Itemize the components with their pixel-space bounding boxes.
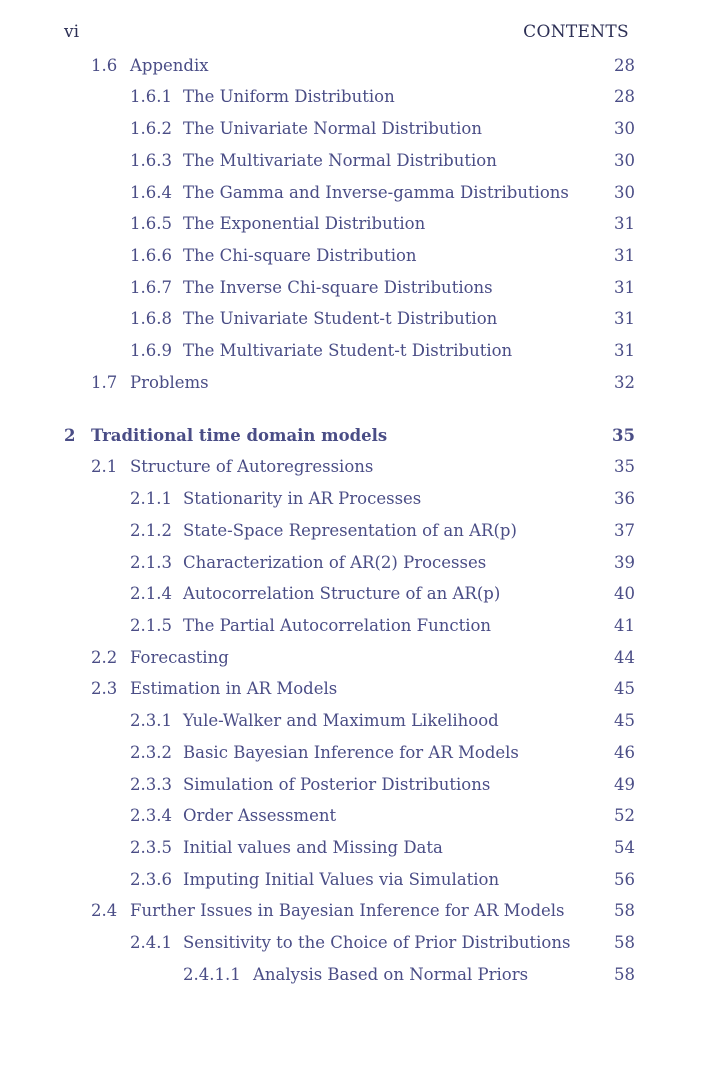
toc-entry-number: 1.6.8 [130,309,172,328]
toc-entry-page: 52 [614,806,635,825]
toc-entry-subsection[interactable] [0,551,701,575]
toc-entry-number: 1.6.4 [130,183,172,202]
toc-entry-title: Autocorrelation Structure of an AR(p) [183,584,501,603]
toc-entry-page: 30 [614,151,635,170]
toc-entry-page: 37 [614,521,635,540]
toc-entry-number: 1.7 [91,373,118,392]
toc-entry-title: Order Assessment [183,806,337,825]
toc-entry-page: 31 [614,278,635,297]
toc-entry-title: State-Space Representation of an AR(p) [183,521,517,540]
toc-entry-title: The Gamma and Inverse-gamma Distributions [183,183,569,202]
toc-entry-title: Basic Bayesian Inference for AR Models [183,743,519,762]
toc-entry-number: 2.4.1.1 [183,965,241,984]
toc-entry-title: The Univariate Student-t Distribution [183,309,498,328]
toc-entry-number: 1.6.3 [130,151,172,170]
toc-entry-subsection[interactable] [0,614,701,638]
toc-entry-number: 1.6.2 [130,119,172,138]
toc-entry-number: 1.6.7 [130,278,172,297]
toc-entry-number: 2.1.4 [130,584,172,603]
toc-entry-number: 2.1.3 [130,553,172,572]
toc-entry-page: 45 [614,679,635,698]
toc-entry-page: 46 [614,743,635,762]
toc-entry-title: Problems [130,373,209,392]
toc-entry-title: Forecasting [130,648,229,667]
toc-entry-subsection[interactable] [0,931,701,955]
toc-entry-number: 2.4.1 [130,933,172,952]
toc-entry-title: Estimation in AR Models [130,679,338,698]
toc-entry-title: The Univariate Normal Distribution [183,119,482,138]
toc-entry-number: 2.1.1 [130,489,172,508]
toc-entry-section[interactable] [0,677,701,701]
toc-entry-title: The Chi-square Distribution [183,246,417,265]
toc-entry-title: Structure of Autoregressions [130,457,374,476]
toc-entry-title: Further Issues in Bayesian Inference for AR Models [130,901,565,920]
toc-entry-page: 58 [614,901,635,920]
toc-entry-title: Yule-Walker and Maximum Likelihood [183,711,499,730]
toc-entry-page: 56 [614,870,635,889]
running-title: CONTENTS [523,22,629,42]
toc-entry-title: The Exponential Distribution [183,214,426,233]
toc-entry-page: 40 [614,584,635,603]
toc-entry-number: 2.3 [91,679,118,698]
toc-entry-title: Appendix [130,56,209,75]
toc-entry-number: 2.1 [91,457,118,476]
page-numeral: vi [64,22,80,42]
toc-entry-page: 39 [614,553,635,572]
toc-entry-subsection[interactable] [0,804,701,828]
toc-entry-number: 2.3.5 [130,838,172,857]
toc-entry-title: Stationarity in AR Processes [183,489,422,508]
toc-entry-subsection[interactable] [0,773,701,797]
toc-entry-section[interactable] [0,54,701,78]
toc-entry-number: 2.3.6 [130,870,172,889]
toc-entry-subsection[interactable] [0,487,701,511]
toc-entry-title: Imputing Initial Values via Simulation [183,870,500,889]
toc-entry-page: 30 [614,119,635,138]
toc-entry-subsection[interactable] [0,181,701,205]
toc-entry-title: The Multivariate Normal Distribution [183,151,497,170]
toc-entry-page: 28 [614,56,635,75]
toc-entry-title: Simulation of Posterior Distributions [183,775,491,794]
toc-entry-section[interactable] [0,455,701,479]
toc-entry-subsection[interactable] [0,868,701,892]
toc-entry-title: The Inverse Chi-square Distributions [183,278,493,297]
toc-entry-page: 44 [614,648,635,667]
toc-entry-subsection[interactable] [0,117,701,141]
toc-entry-page: 58 [614,965,635,984]
toc-entry-subsection[interactable] [0,519,701,543]
toc-entry-page: 45 [614,711,635,730]
toc-entry-subsection[interactable] [0,149,701,173]
toc-entry-section[interactable] [0,371,701,395]
toc-entry-page: 32 [614,373,635,392]
toc-entry-page: 31 [614,246,635,265]
toc-entry-title: The Partial Autocorrelation Function [183,616,492,635]
toc-entry-subsection[interactable] [0,339,701,363]
toc-entry-number: 1.6.5 [130,214,172,233]
toc-entry-title: Sensitivity to the Choice of Prior Distributions [183,933,571,952]
toc-entry-section[interactable] [0,899,701,923]
toc-entry-title: Characterization of AR(2) Processes [183,553,487,572]
toc-entry-subsection[interactable] [0,836,701,860]
toc-entry-page: 36 [614,489,635,508]
toc-entry-number: 2.1.2 [130,521,172,540]
toc-entry-number: 2.1.5 [130,616,172,635]
toc-entry-page: 41 [614,616,635,635]
toc-entry-subsection[interactable] [0,709,701,733]
toc-entry-page: 28 [614,87,635,106]
toc-entry-number: 1.6.1 [130,87,172,106]
toc-entry-number: 2.3.1 [130,711,172,730]
toc-entry-subsection[interactable] [0,85,701,109]
toc-entry-page: 58 [614,933,635,952]
toc-entry-subsubsection[interactable] [0,963,701,987]
toc-entry-number: 2 [64,426,76,445]
toc-entry-page: 49 [614,775,635,794]
toc-entry-number: 1.6 [91,56,118,75]
toc-entry-number: 2.3.4 [130,806,172,825]
toc-entry-page: 31 [614,214,635,233]
toc-entry-number: 2.2 [91,648,118,667]
toc-entry-chapter[interactable] [0,424,701,448]
toc-entry-number: 2.3.2 [130,743,172,762]
toc-entry-title: Traditional time domain models [91,426,388,445]
toc-entry-number: 2.3.3 [130,775,172,794]
toc-entry-page: 31 [614,341,635,360]
toc-entry-subsection[interactable] [0,307,701,331]
toc-entry-subsection[interactable] [0,582,701,606]
toc-entry-title: Analysis Based on Normal Priors [253,965,529,984]
toc-entry-page: 54 [614,838,635,857]
toc-entry-subsection[interactable] [0,212,701,236]
toc-entry-page: 31 [614,309,635,328]
toc-entry-page: 35 [614,457,635,476]
toc-entry-section[interactable] [0,646,701,670]
toc-entry-subsection[interactable] [0,741,701,765]
toc-entry-page: 30 [614,183,635,202]
toc-entry-number: 1.6.6 [130,246,172,265]
toc-entry-title: The Multivariate Student-t Distribution [183,341,513,360]
toc-entry-subsection[interactable] [0,276,701,300]
toc-entry-page: 35 [612,426,635,445]
toc-entry-number: 2.4 [91,901,118,920]
toc-entry-number: 1.6.9 [130,341,172,360]
toc-entry-title: Initial values and Missing Data [183,838,443,857]
toc-entry-title: The Uniform Distribution [183,87,395,106]
toc-entry-subsection[interactable] [0,244,701,268]
